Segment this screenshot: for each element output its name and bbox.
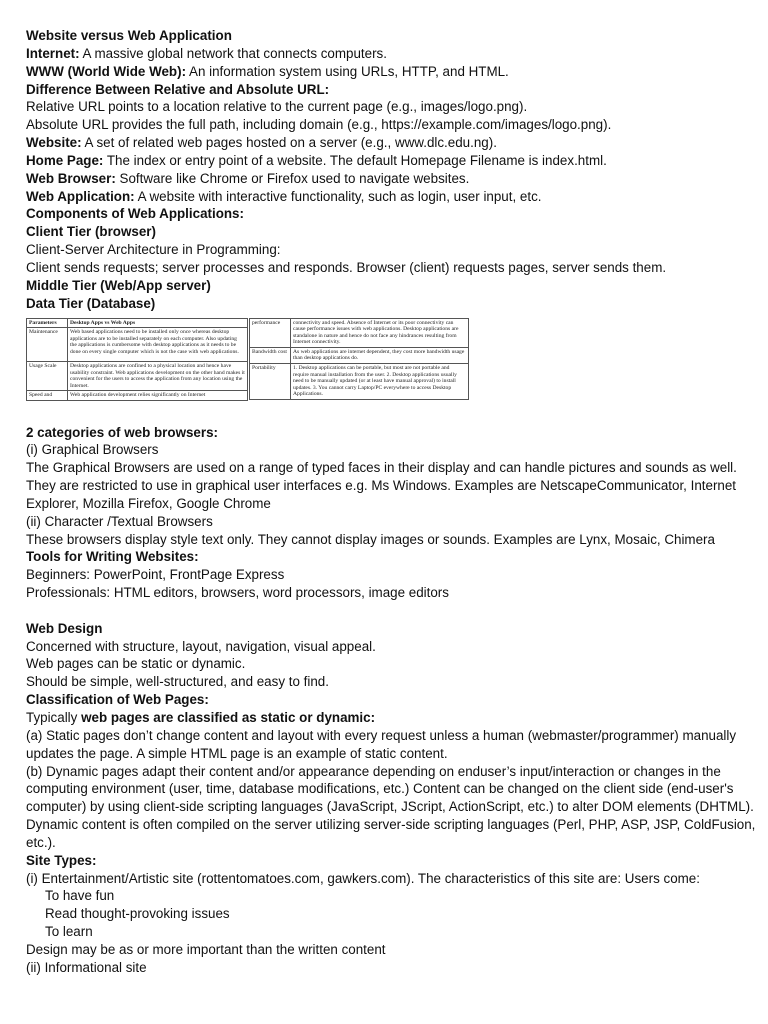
table-cell: Web application development relies significantly on Internet (68, 391, 248, 401)
text-browsers-heading: (ii) Character /Textual Browsers (26, 513, 213, 529)
table-cell: Bandwidth cost (250, 347, 291, 363)
table-header-cell: Parameters (27, 318, 68, 328)
client-server-text: Client-Server Architecture in Programming: (26, 242, 281, 258)
list-item: To have fun (45, 888, 115, 904)
document-body (26, 27, 756, 977)
table-row (250, 364, 469, 400)
middle-tier-heading: Middle Tier (Web/App server) (26, 277, 211, 293)
typically-text: Typically web pages are classified as static or dynamic: (26, 710, 376, 725)
beginners-tools: Beginners: PowerPoint, FrontPage Express (26, 567, 285, 583)
spacer (26, 602, 756, 620)
table-cell: Speed and (27, 391, 68, 401)
table-cell: Portability (250, 364, 291, 400)
web-design-heading: Web Design (26, 620, 103, 636)
doc-title: Website versus Web Application (26, 28, 232, 43)
dynamic-server-text: Dynamic content is often compiled on the server utilizing server-side scripting languages (Perl, PHP, ASP, JSP, ColdFusion, etc.). (26, 817, 756, 850)
data-tier-heading: Data Tier (Database) (26, 295, 156, 311)
list-item: Read thought-provoking issues (45, 906, 230, 922)
table-row (250, 347, 469, 363)
table-cell: Web based applications need to be installed only once whereas desktop applications are to be installed separately on each computer. Also updating the applications is cumbersome with desktop applications as it needs to be done on every single computer which is not the case with web applications. (68, 328, 248, 362)
relative-url-text: Relative URL points to a location relative to the current page (e.g., images/logo.png). (26, 99, 528, 115)
graphical-browsers-text: The Graphical Browsers are used on a range of typed faces in their display and can handle pictures and sounds as well. They are restricted to use in graphical user interfaces e.g. Ms Windows. Examples are NetscapeCommunicator, Internet Explorer, Mozilla Firefox, Google Chrome (26, 460, 737, 511)
table-cell: Usage Scale (27, 362, 68, 391)
table-row (27, 318, 248, 328)
table-row (27, 362, 248, 391)
informational-site-text: (ii) Informational site (26, 959, 147, 975)
www-def: WWW (World Wide Web): An information system using URLs, HTTP, and HTML. (26, 63, 509, 79)
browsers-heading: 2 categories of web browsers: (26, 424, 218, 440)
table-cell: As web applications are internet dependent, they cost more bandwidth usage than desktop applications do. (291, 347, 469, 363)
components-heading: Components of Web Applications: (26, 206, 244, 222)
graphical-browsers-heading: (i) Graphical Browsers (26, 442, 159, 458)
table-row (27, 391, 248, 401)
comparison-table-figure (26, 318, 756, 424)
design-importance-text: Design may be as or more important than the written content (26, 941, 386, 957)
tools-heading: Tools for Writing Websites: (26, 549, 199, 565)
professionals-tools: Professionals: HTML editors, browsers, word processors, image editors (26, 585, 449, 601)
site-types-heading: Site Types: (26, 852, 97, 868)
table-header-cell: Desktop Apps vs Web Apps (68, 318, 248, 328)
design-point: Should be simple, well-structured, and easy to find. (26, 674, 329, 690)
table-cell: Maintenance (27, 328, 68, 362)
comparison-table-right (249, 318, 469, 401)
client-sends-text: Client sends requests; server processes and responds. Browser (client) requests pages, server sends them. (26, 259, 667, 275)
list-item: To learn (45, 924, 93, 940)
web-application-def: Web Application: A website with interactive functionality, such as login, user input, etc. (26, 188, 542, 204)
classification-heading: Classification of Web Pages: (26, 692, 209, 708)
table-cell: Desktop applications are confined to a physical location and hence have usability constraint. Web applications development on the other hand makes it convenient for the users to access the application from any location using the Internet. (68, 362, 248, 391)
table-row (250, 318, 469, 347)
table-cell: 1. Desktop applications can be portable, but most are not portable and require manual installation from the user. 2. Desktop applications usually need to be manually updated (or at least have manual approval) to install updates. 3. You cannot carry Laptop/PC everywhere to access Desktop Applications. (291, 364, 469, 400)
text-browsers-text: These browsers display style text only. They cannot display images or sounds. Examples are Lynx, Mosaic, Chimera (26, 531, 715, 547)
absolute-url-text: Absolute URL provides the full path, including domain (e.g., https://example.com/images/logo.png). (26, 117, 612, 133)
design-point: Web pages can be static or dynamic. (26, 656, 246, 672)
internet-def: Internet: A massive global network that connects computers. (26, 45, 387, 61)
web-browser-def: Web Browser: Software like Chrome or Firefox used to navigate websites. (26, 170, 470, 186)
url-heading: Difference Between Relative and Absolute URL: (26, 81, 330, 97)
static-pages-text: (a) Static pages don’t change content and layout with every request unless a human (webmaster/programmer) manually updates the page. A simple HTML page is an example of static content. (26, 727, 737, 761)
home-page-def: Home Page: The index or entry point of a website. The default Homepage Filename is index.html. (26, 152, 607, 168)
table-cell: connectivity and speed. Absence of Internet or its poor connectivity can cause performance issues with web applications. Desktop applications are standalone in nature and hence do not face any hindrances resulting from Internet connectivity. (291, 318, 469, 347)
website-def: Website: A set of related web pages hosted on a server (e.g., www.dlc.edu.ng). (26, 135, 497, 151)
table-row (27, 328, 248, 362)
table-cell: performance (250, 318, 291, 347)
client-tier-heading: Client Tier (browser) (26, 224, 156, 240)
design-point: Concerned with structure, layout, navigation, visual appeal. (26, 638, 376, 654)
entertainment-site-text: (i) Entertainment/Artistic site (rottentomatoes.com, gawkers.com). The characteristics of this site are: Users come: (26, 870, 700, 886)
comparison-table-left (26, 318, 248, 402)
dynamic-pages-text: (b) Dynamic pages adapt their content and/or appearance depending on enduser’s input/interaction or changes in the computing environment (user, time, database modifications, etc.) Content can be changed on the client side (end-user's computer) by using client-side scripting languages (JavaScript, JScript, ActionScript, etc.) to alter DOM elements (DHTML). (26, 763, 754, 815)
